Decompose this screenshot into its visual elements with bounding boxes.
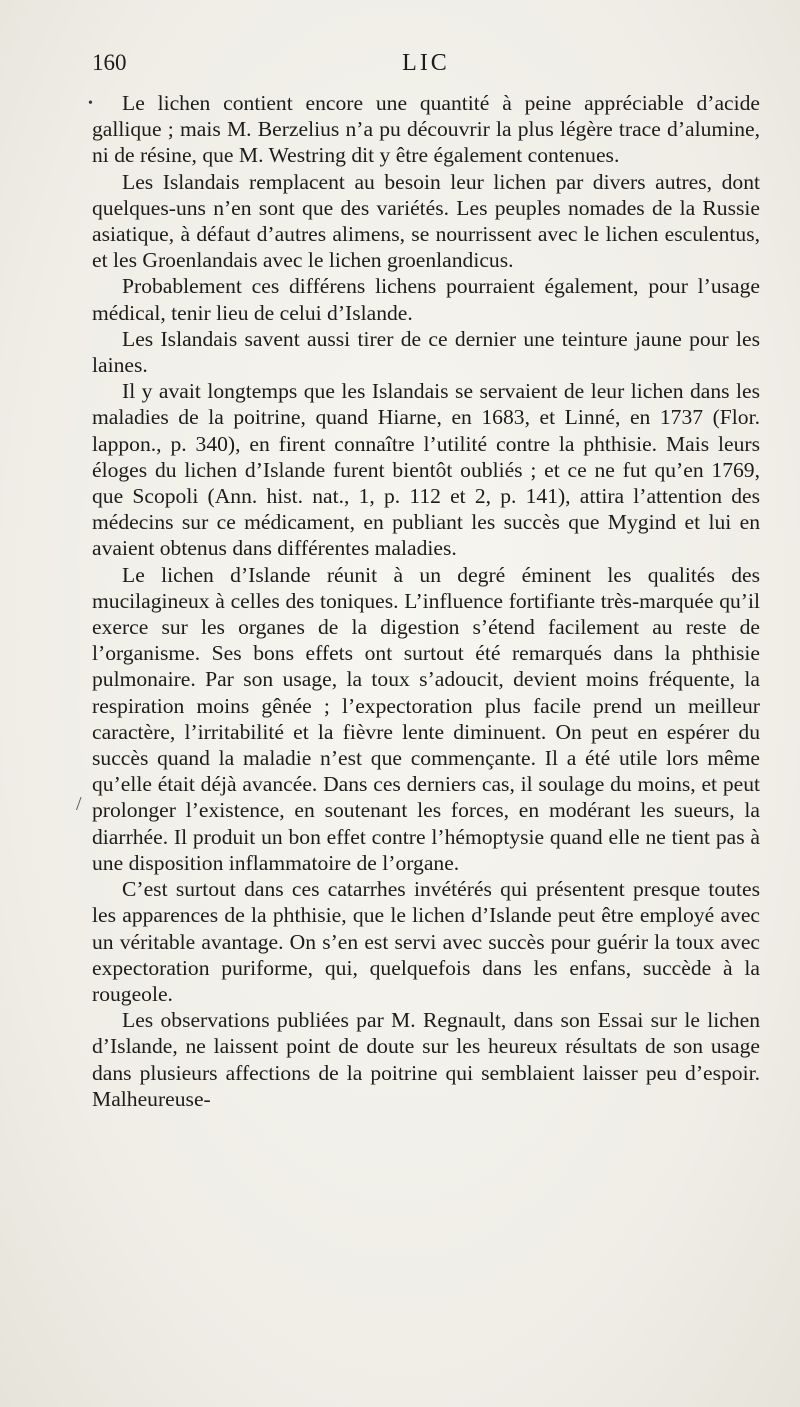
paragraph-5: Il y avait longtemps que les Islandais se servaient de leur lichen dans les maladies de la poitrine, quand Hiarne, en 1683, et Linné, en 1737 (Flor. lappon., p. 340), en firent connaître l’utilité contre la phthisie. Mais leurs éloges du lichen d’Islande furent bientôt oubliés ; et ce ne fut qu’en 1769, que Scopoli (Ann. hist. nat., 1, p. 112 et 2, p. 141), attira l’attention des médecins sur ce médicament, en publiant les succès que Mygind et lui en avaient obtenus dans différentes maladies. <box>92 379 760 561</box>
paragraph-7: C’est surtout dans ces catarrhes invétérés qui présentent presque toutes les apparences de la phthisie, que le lichen d’Islande peut être employé avec un véritable avantage. On s’en est servi avec succès pour guérir la toux avec expectoration puriforme, qui, quelquefois dans les enfans, succède à la rougeole. <box>92 877 760 1006</box>
paragraph-1: Le lichen contient encore une quantité à peine appréciable d’acide gallique ; mais M. Berzelius n’a pu découvrir la plus légère trace d’alumine, ni de résine, que M. Westring dit y être également contenues. <box>92 91 760 168</box>
paragraph-6: Le lichen d’Islande réunit à un degré éminent les qualités des mucilagineux à celles des toniques. L’influence fortifiante très-marquée qu’il exerce sur les organes de la digestion s’étend facilement au reste de l’organisme. Ses bons effets ont surtout été remarqués dans la phthisie pulmonaire. Par son usage, la toux s’adoucit, devient moins fréquente, la respiration moins gênée ; l’expectoration plus facile prend un meilleur caractère, l’irritabilité et la fièvre lente diminuent. On peut en espérer du succès quand la maladie n’est que commençante. Il a été utile lors même qu’elle était déjà avancée. Dans ces derniers cas, il soulage du moins, et peut prolonger l’existence, en soutenant les forces, en modérant les sueurs, la diarrhée. Il produit un bon effet contre l’hémoptysie quand elle ne tient pas à une disposition inflammatoire de l’organe. <box>92 562 760 875</box>
margin-mark: / <box>76 793 82 815</box>
page-number: 160 <box>92 50 127 75</box>
running-head <box>92 46 760 80</box>
running-head-title: LIC <box>402 50 450 76</box>
body-text <box>92 90 760 1112</box>
paragraph-8: Les observations publiées par M. Regnault, dans son Essai sur le lichen d’Islande, ne laissent point de doute sur les heureux résultats de son usage dans plusieurs affections de la poitrine qui semblaient laisser peu d’espoir. Malheureuse- <box>92 1008 760 1111</box>
paragraph-2: Les Islandais remplacent au besoin leur lichen par divers autres, dont quelques-uns n’en sont que des variétés. Les peuples nomades de la Russie asiatique, à défaut d’autres alimens, se nourrissent avec le lichen esculentus, et les Groenlandais avec le lichen groenlandicus. <box>92 169 760 273</box>
paragraph-3: Probablement ces différens lichens pourraient également, pour l’usage médical, tenir lieu de celui d’Islande. <box>92 274 760 325</box>
paragraph-4: Les Islandais savent aussi tirer de ce dernier une teinture jaune pour les laines. <box>92 326 760 378</box>
ink-speck: • <box>88 96 93 111</box>
